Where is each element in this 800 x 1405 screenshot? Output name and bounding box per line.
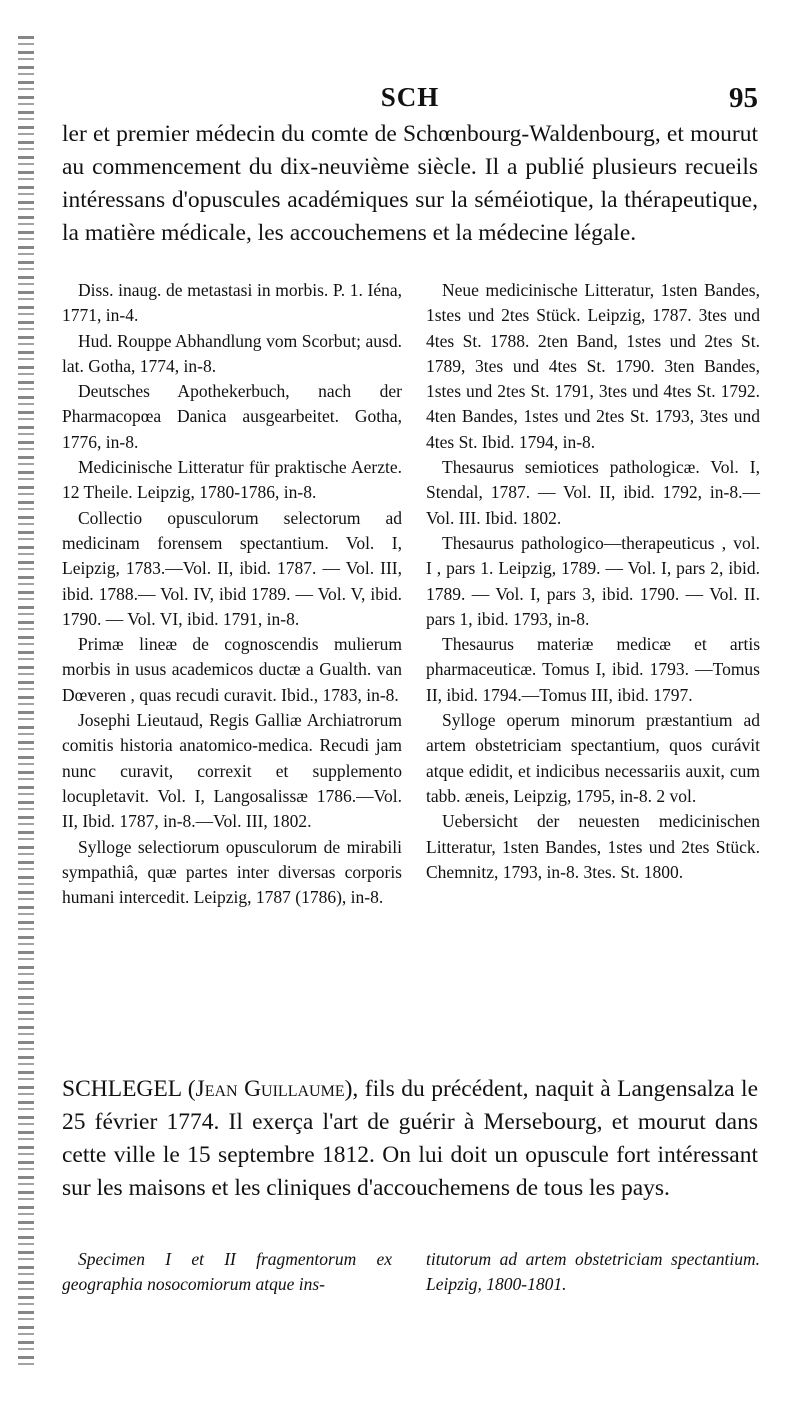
bibliography-entry: Josephi Lieutaud, Regis Galliæ Archiatrorum comitis historia anatomico-medica. Recudi jam nunc curavit, correxit et supplemento locupletavit. Vol. I, Langosalissæ 1786.—Vol. II, Ibid. 1787, in-8.—Vol. III, 1802.	[62, 710, 402, 832]
bibliography-entry: Collectio opusculorum selectorum ad medicinam forensem spectantium. Vol. I, Leipzig, 1783.—Vol. II, ibid. 1787. — Vol. III, ibid. 1788.— Vol. IV, ibid 1789. — Vol. V, ibid. 1790. — Vol. VI, ibid. 1791, in-8.	[62, 507, 402, 629]
entry-text: , fils du précédent, naquit à Langensalza le 25 février 1774. Il exerça l'art de guérir à Mersebourg, et mourut dans cette ville le 15 septembre 1812. On lui doit un opuscule fort intéressant sur les maisons et les cliniques d'accouchemens de tous les pays.	[62, 1076, 759, 1201]
bibliography-entry: Deutsches Apothekerbuch, nach der Pharmacopœa Danica ausgearbeitet. Gotha, 1776, in-8.	[62, 381, 402, 452]
page-header	[62, 82, 758, 122]
bottom-entry-right: titutorum ad artem obstetriciam spectantium. Leipzig, 1800-1801.	[426, 1249, 760, 1295]
bottom-entry-left: Specimen I et II fragmentorum ex geographia nosocomiorum atque ins-	[62, 1249, 392, 1295]
bibliography-entry: Primæ lineæ de cognoscendis mulierum morbis in usus academicos ductæ a Gualth. van Dœveren , quas recudi curavit. Ibid., 1783, in-8.	[62, 634, 402, 705]
bibliography-entry: Sylloge selectiorum opusculorum de mirabili sympathiâ, quæ partes inter diversas corporis humani intercedit. Leipzig, 1787 (1786), in-8.	[62, 836, 402, 908]
bibliography-entry: Uebersicht der neuesten medicinischen Litteratur, 1sten Bandes, 1stes und 2tes Stück. Chemnitz, 1793, in-8. 3tes. St. 1800.	[426, 811, 760, 882]
bibliography-entry: Thesaurus pathologico—therapeuticus , vol. I , pars 1. Leipzig, 1789. — Vol. I, pars 2, ibid. 1789. — Vol. I, pars 3, ibid. 1790. — Vol. II. pars 1, ibid. 1793, in-8.	[426, 532, 760, 629]
running-head: SCH	[380, 82, 440, 112]
left-column	[62, 278, 402, 910]
page-edge-scan-artifact	[18, 36, 34, 1366]
bibliography-entry: Hud. Rouppe Abhandlung vom Scorbut; ausd. lat. Gotha, 1774, in-8.	[62, 330, 402, 376]
entry-name: SCHLEGEL	[62, 1076, 182, 1102]
bibliography-entry: Medicinische Litteratur für praktische Aerzte. 12 Theile. Leipzig, 1780-1786, in-8.	[62, 457, 402, 503]
right-column	[426, 278, 760, 885]
schlegel-paragraph	[62, 1073, 758, 1205]
bibliography-entry: Thesaurus materiæ medicæ et artis pharmaceuticæ. Tomus I, ibid. 1793. —Tomus II, ibid. 1794.—Tomus III, ibid. 1797.	[426, 634, 760, 705]
bibliography-entry: Diss. inaug. de metastasi in morbis. P. 1. Iéna, 1771, in-4.	[62, 280, 402, 326]
entry-forename: (Jean Guillaume)	[187, 1076, 353, 1102]
bibliography-entry: Thesaurus semiotices pathologicæ. Vol. I, Stendal, 1787. — Vol. II, ibid. 1792, in-8.—Vol. III. Ibid. 1802.	[426, 457, 760, 528]
bibliography-entry: Sylloge operum minorum præstantium ad artem obstetriciam spectantium, quos curávit atque edidit, et indicibus necessariis auxit, cum tabb. æneis, Leipzig, 1795, in-8. 2 vol.	[426, 710, 760, 806]
page-number: 95	[729, 82, 758, 114]
intro-paragraph: ler et premier médecin du comte de Schœnbourg-Waldenbourg, et mourut au commencement du dix-neuvième siècle. Il a publié plusieurs recueils intéressans d'opuscules académiques sur la séméiotique, la thérapeutique, la matière médicale, les accouchemens et la médecine légale.	[62, 121, 758, 246]
bibliography-entry: Neue medicinische Litteratur, 1sten Bandes, 1stes und 2tes Stück. Leipzig, 1787. 3tes und 4tes St. 1788. 2ten Band, 1stes und 2tes St. 1789, 3tes und 4tes St. 1790. 3ten Bandes, 1stes und 2tes St. 1791, 3tes und 4tes St. 1792. 4ten Bandes, 1stes und 2tes St. 1793, 3tes und 4tes St. Ibid. 1794, in-8.	[426, 280, 760, 452]
